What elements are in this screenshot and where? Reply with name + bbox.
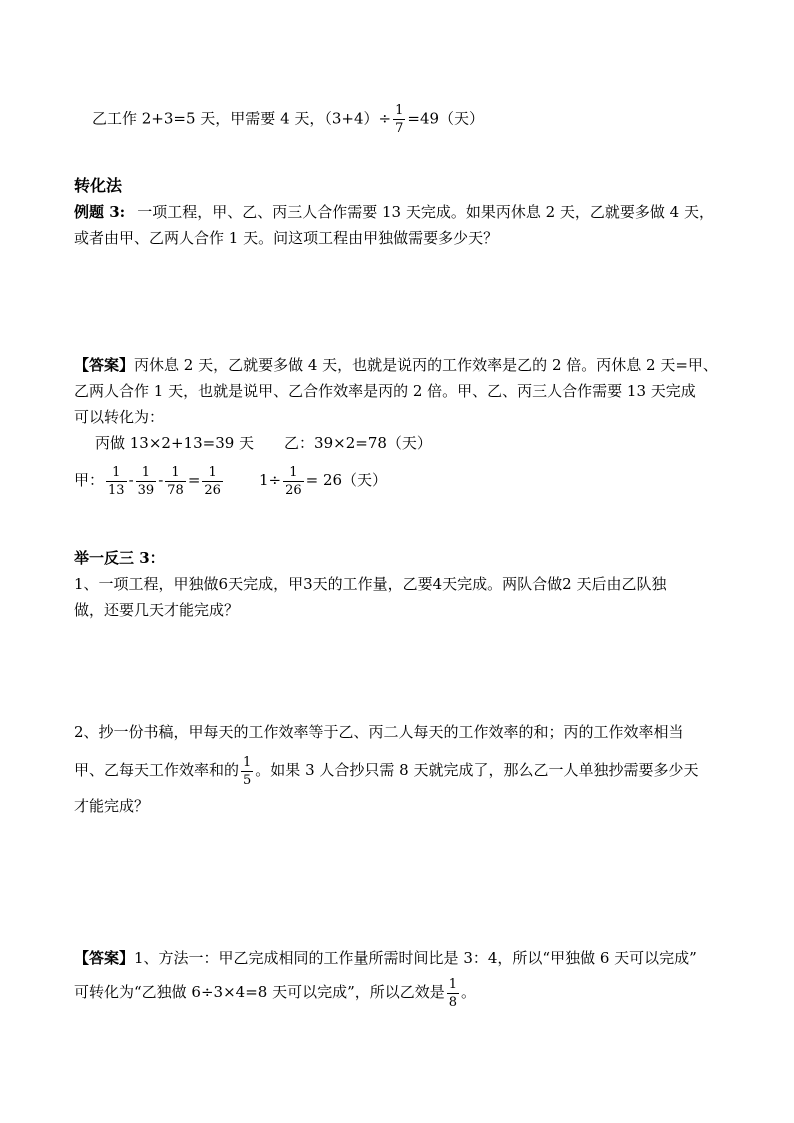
question-2-line-1: 2、抄一份书稿，甲每天的工作效率等于乙、丙二人每天的工作效率的和；丙的工作效率相当: [74, 723, 684, 741]
answer-line-1: [74, 353, 718, 377]
answer-calc-bing: 丙做 13×2+13=39 天: [95, 434, 255, 452]
formula-result: = 26（天）: [305, 471, 388, 489]
fraction: $\frac{1}{7}$: [395, 103, 404, 136]
equals-sign: =: [187, 471, 201, 489]
practice-title: 举一反三 3：: [74, 549, 165, 567]
solution-text: 乙工作 2+3=5 天，甲需要 4 天，（3+4）÷: [92, 109, 392, 128]
fraction: $\frac{1}{26}$: [285, 464, 302, 498]
example-label: 例题 3:: [74, 203, 126, 221]
answer-line-3: 可以转化为：: [74, 408, 165, 426]
answer-calc-yi: 乙：39×2=78（天）: [284, 434, 432, 452]
formula-label: 甲：: [74, 471, 105, 489]
question-1-line-2: 做，还要几天才能完成？: [74, 601, 240, 619]
fraction: $\frac{1}{8}$: [448, 976, 458, 1010]
example-line-2: 或者由甲、乙两人合作 1 天。问这项工程由甲独做需要多少天？: [74, 229, 499, 247]
formula-line: [74, 462, 387, 498]
fraction: $\frac{1}{26}$: [204, 464, 221, 498]
answer-2-line-2: [74, 974, 476, 1010]
solution-line: [92, 104, 484, 135]
fraction: $\frac{1}{5}$: [243, 754, 252, 788]
answer-label: 【答案】: [74, 356, 135, 374]
example-text: 一项工程，甲、乙、丙三人合作需要 13 天完成。如果丙休息 2 天，乙就要多做 4 天，: [137, 203, 714, 221]
fraction: $\frac{1}{13}$: [108, 464, 125, 498]
solution-result: =49（天）: [407, 109, 485, 128]
answer-line-2: 乙两人合作 1 天，也就是说甲、乙合作效率是丙的 2 倍。甲、乙、丙三人合作需要 13 天完成: [74, 382, 696, 400]
question-1-line-1: 1、一项工程，甲独做6天完成，甲3天的工作量，乙要4天完成。两队合做2 天后由乙队独: [74, 575, 667, 593]
formula-prefix: 1÷: [258, 471, 282, 489]
answer-text: 1、方法一：甲乙完成相同的工作量所需时间比是 3：4，所以“甲独做 6 天可以完成”: [134, 949, 697, 967]
answer-text: 丙休息 2 天，乙就要多做 4 天，也就是说丙的工作效率是乙的 2 倍。丙休息 2 天=甲、: [134, 356, 718, 374]
fraction: $\frac{1}{78}$: [167, 464, 184, 498]
answer-text: 。: [461, 983, 477, 1001]
minus-sign: -: [128, 471, 134, 489]
fraction: $\frac{1}{39}$: [137, 464, 155, 498]
question-2-text: 甲、乙每天工作效率和的: [74, 761, 240, 779]
answer-text: 可转化为“乙独做 6÷3×4=8 天可以完成”，所以乙效是: [74, 983, 445, 1001]
answer-label: 【答案】: [74, 949, 135, 967]
question-2-text: 。如果 3 人合抄只需 8 天就完成了，那么乙一人单独抄需要多少天: [255, 761, 699, 779]
answer-2-line-1: [74, 946, 697, 970]
answer-line-4: [95, 431, 432, 455]
section-title: 转化法: [74, 176, 123, 195]
minus-sign: -: [158, 471, 164, 489]
question-2-line-3: 才能完成？: [74, 797, 150, 815]
example-line-1: [74, 200, 714, 224]
question-2-line-2: [74, 752, 698, 788]
